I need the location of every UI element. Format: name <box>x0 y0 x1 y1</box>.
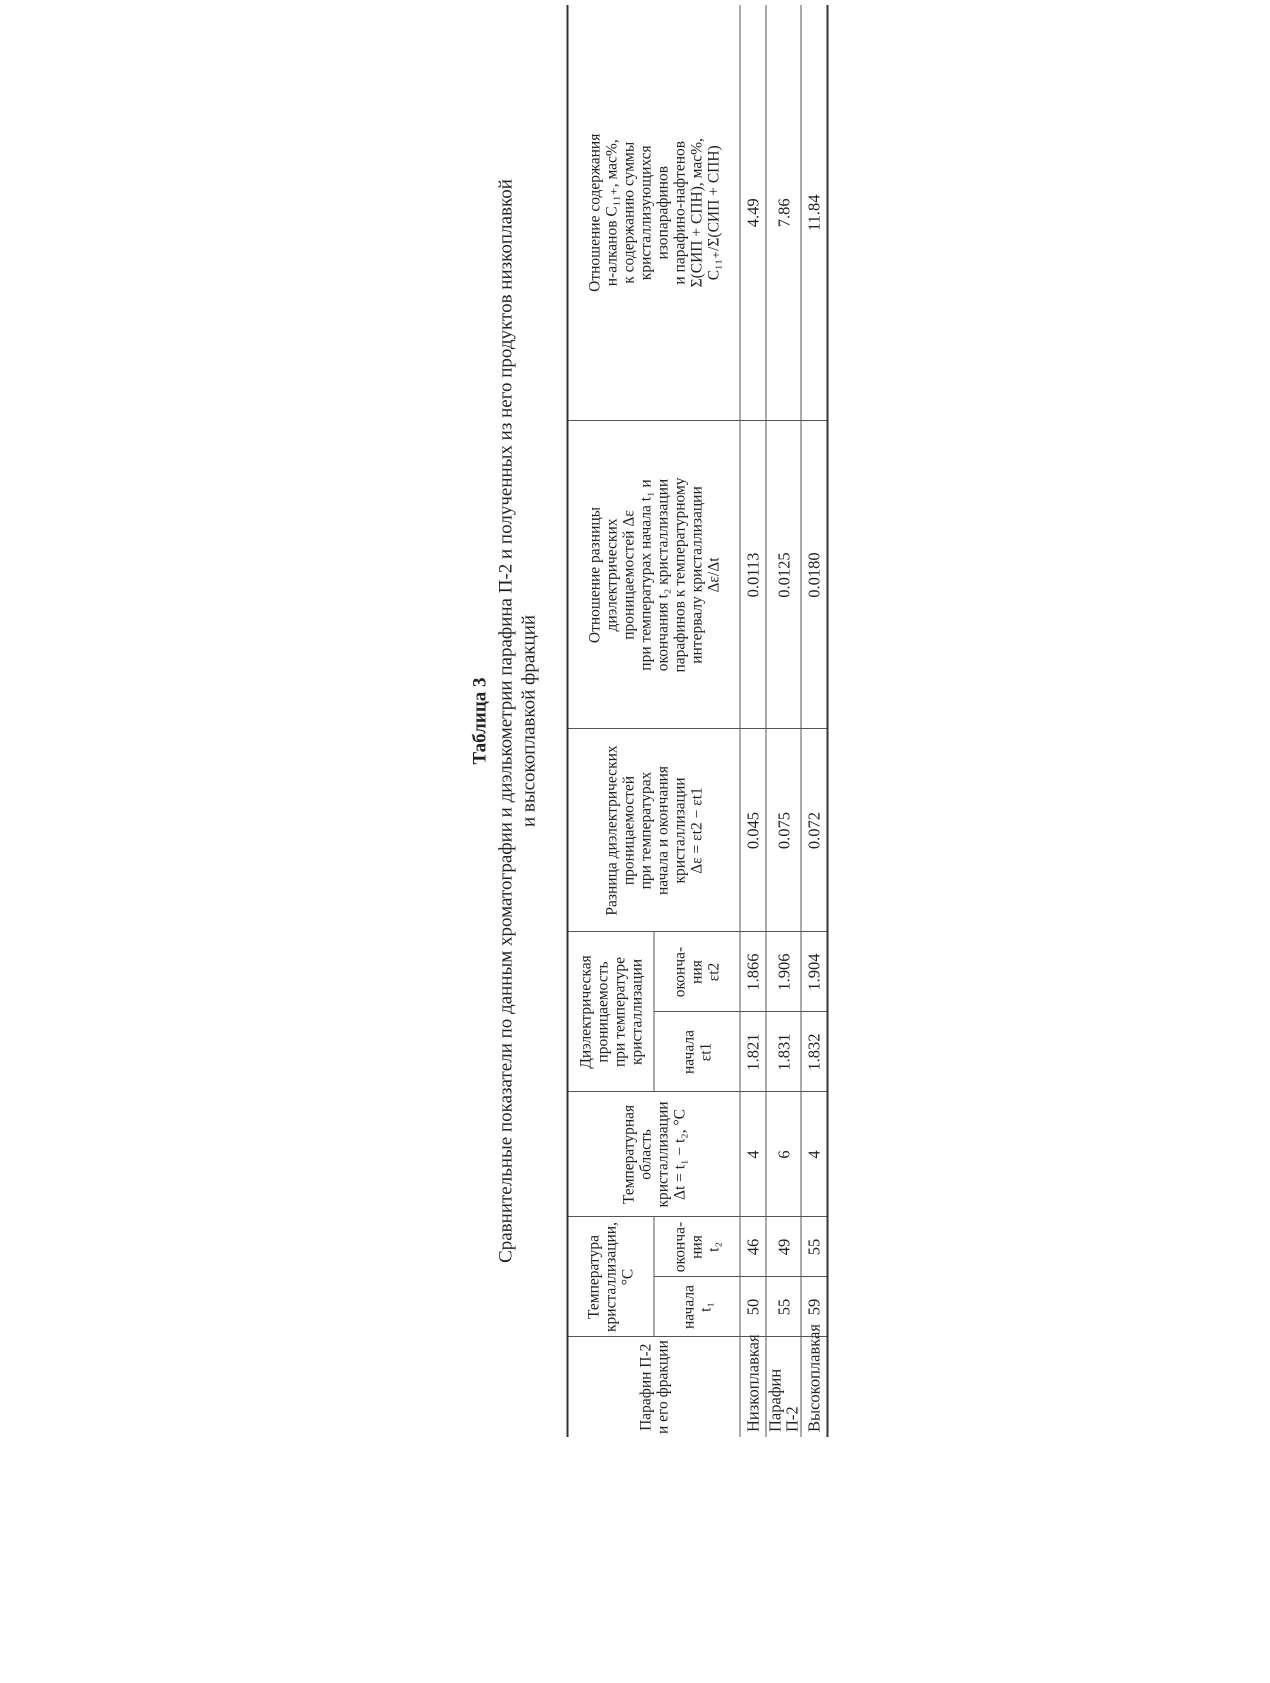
header-row <box>568 5 655 1437</box>
cell-de: 0.072 <box>801 729 828 932</box>
caption-line-2: и высокоплавкой фракций <box>518 614 540 828</box>
header-ratio-eps: Отношение разницы диэлектрических проницаемостей Δε при температурах начала t₁ и окончания t₂ кристаллизации парафинов к температурному интервалу кристаллизации Δε/Δt <box>568 421 741 729</box>
cell-t1: 59 <box>801 1277 828 1337</box>
header-sample: Парафин П-2 и его фракции <box>568 1337 741 1437</box>
comparison-table <box>567 5 829 1437</box>
cell-de-dt: 0.0125 <box>766 421 801 729</box>
cell-ratio: 7.86 <box>766 5 801 421</box>
cell-t2: 55 <box>801 1217 828 1277</box>
table-row <box>740 5 766 1437</box>
rotated-table-block <box>469 5 824 1437</box>
cell-e1: 1.831 <box>766 1012 801 1092</box>
header-temp-range: Температурная область кристаллизации Δt = t₁ − t₂, °С <box>568 1092 741 1217</box>
cell-t2: 46 <box>740 1217 766 1277</box>
table-caption <box>469 5 567 1437</box>
cell-ratio: 11.84 <box>801 5 828 421</box>
cell-e2: 1.866 <box>740 932 766 1012</box>
header-temp-start: начала t₁ <box>654 1277 740 1337</box>
row-name: Низкоплавкая <box>740 1337 766 1437</box>
header-ratio-alkanes: Отношение содержания н-алканов C₁₁₊, мас%, к содержанию суммы кристаллизующихся изопарафинов и парафино-нафтенов Σ(CИП + CПН), мас%, C₁₁₊/Σ(CИП + CПН) <box>568 5 741 421</box>
table-row <box>801 5 828 1437</box>
header-crystallization-temp: Температура кристаллизации, °С <box>568 1217 655 1337</box>
cell-e2: 1.906 <box>766 932 801 1012</box>
header-permittivity: Диэлектрическая проницаемость при температуре кристаллизации <box>568 932 655 1092</box>
cell-e1: 1.821 <box>740 1012 766 1092</box>
cell-ratio: 4.49 <box>740 5 766 421</box>
cell-de-dt: 0.0180 <box>801 421 828 729</box>
cell-t1: 50 <box>740 1277 766 1337</box>
cell-t1: 55 <box>766 1277 801 1337</box>
header-eps-end: оконча- ния εt2 <box>654 932 740 1012</box>
header-temp-end: оконча- ния t₂ <box>654 1217 740 1277</box>
row-name: Высокоплавкая <box>801 1337 828 1437</box>
cell-dt: 6 <box>766 1092 801 1217</box>
table-row <box>766 5 801 1437</box>
row-name: Парафин П-2 <box>766 1337 801 1437</box>
cell-dt: 4 <box>801 1092 828 1217</box>
cell-e2: 1.904 <box>801 932 828 1012</box>
cell-t2: 49 <box>766 1217 801 1277</box>
cell-dt: 4 <box>740 1092 766 1217</box>
cell-de: 0.075 <box>766 729 801 932</box>
header-delta-eps: Разница диэлектрических проницаемостей при температурах начала и окончания кристаллизации Δε = εt2 − εt1 <box>568 729 741 932</box>
table-number: Таблица 3 <box>469 677 491 765</box>
cell-e1: 1.832 <box>801 1012 828 1092</box>
header-eps-start: начала εt1 <box>654 1012 740 1092</box>
cell-de: 0.045 <box>740 729 766 932</box>
caption-line-1: Сравнительные показатели по данным хроматографии и диэлькометрии парафина П-2 и полученных из него продуктов низкоплавкой <box>495 179 517 1263</box>
cell-de-dt: 0.0113 <box>740 421 766 729</box>
